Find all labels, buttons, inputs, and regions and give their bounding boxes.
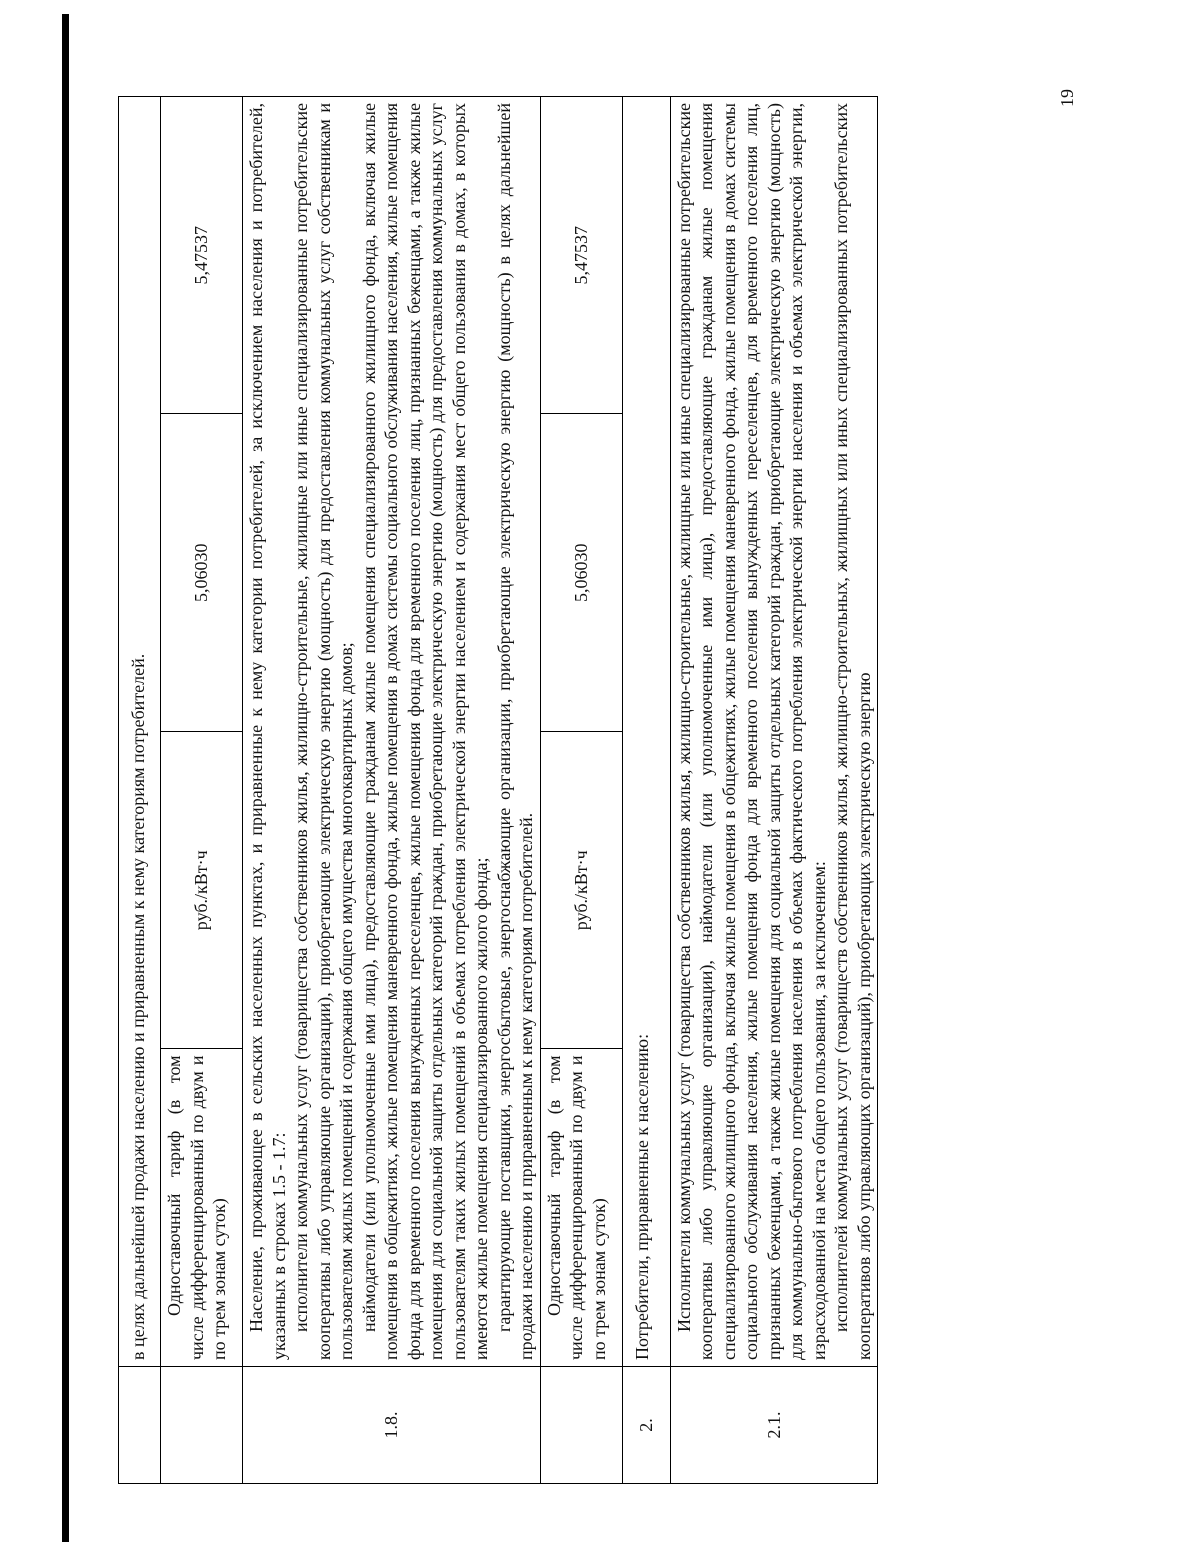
table-row bbox=[670, 97, 878, 1484]
table-row bbox=[119, 97, 161, 1484]
number-cell bbox=[119, 1367, 161, 1484]
unit-cell: руб./кВт·ч bbox=[540, 732, 622, 1050]
paragraph: Население, проживающее в сельских населенных пунктах, и приравненные к нему категории потребителей, за исключением населения и потребителей, указанных в строках 1.5 - 1.7: bbox=[246, 103, 289, 1360]
section-heading-cell: Потребители, приравненные к населению: bbox=[622, 97, 670, 1367]
table-row bbox=[540, 97, 622, 1484]
row-number-2: 2. bbox=[622, 1367, 670, 1484]
description-cell bbox=[670, 97, 878, 1367]
table-row bbox=[622, 97, 670, 1484]
row-number-1-8: 1.8. bbox=[243, 1367, 541, 1484]
rotated-table-container bbox=[118, 96, 1024, 1484]
paragraph: исполнителей коммунальных услуг (товариществ собственников жилья, жилищно-строительных, жилищных или иных специализированных потребительских кооперативов либо управляющих организаций), приобретающих электрическую энергию bbox=[831, 103, 874, 1360]
number-cell bbox=[540, 1367, 622, 1484]
paragraph: наймодатели (или уполномоченные ими лица), предоставляющие гражданам жилые помещения специализированного жилищного фонда, включая жилые помещения в общежитиях, жилые помещения маневренного фонда, жилые помещения в домах системы социального обслуживания населения, жилые помещения фонда для временного поселения вынужденных переселенцев, жилые помещения фонда для временного поселения лиц, признанных беженцами, а также жилые помещения для социальной защиты отдельных категорий граждан, приобретающие электрическую энергию (мощность) для предоставления коммунальных услуг пользователям таких жилых помещений в объемах потребления электрической энергии населением и содержания мест общего пользования в домах, в которых имеются жилые помещения специализированного жилого фонда; bbox=[358, 103, 491, 1360]
tariff-label-cell: Одноставочный тариф (в том числе дифференцированный по двум и по трем зонам суток) bbox=[161, 1049, 243, 1367]
unit-cell: руб./кВт·ч bbox=[161, 732, 243, 1050]
table-row bbox=[161, 97, 243, 1484]
table-row bbox=[243, 97, 541, 1484]
paragraph: исполнители коммунальных услуг (товарищества собственников жилья, жилищно-строительные, жилищные или иные специализированные потребительские кооперативы либо управляющие организации), приобретающие электрическую энергию (мощность) для предоставления коммунальных услуг собственникам и пользователям жилых помещений и содержания общего имущества многоквартирных домов; bbox=[291, 103, 356, 1360]
tariff-table bbox=[118, 96, 878, 1484]
binding-bar bbox=[62, 14, 69, 1542]
description-cell bbox=[243, 97, 541, 1367]
value-1-cell: 5,06030 bbox=[540, 414, 622, 732]
tariff-label-cell: Одноставочный тариф (в том числе дифференцированный по двум и по трем зонам суток) bbox=[540, 1049, 622, 1367]
paragraph: Исполнители коммунальных услуг (товарищества собственников жилья, жилищно-строительные, жилищные или иные специализированные потребительские кооперативы либо управляющие организации), наймодатели (или уполномоченные ими лица), предоставляющие гражданам жилые помещения специализированного жилищного фонда, включая жилые помещения в общежитиях, жилые помещения маневренного фонда, жилые помещения в домах системы социального обслуживания населения, жилые помещения фонда для временного поселения вынужденных переселенцев, для временного поселения лиц, признанных беженцами, а также жилые помещения для социальной защиты отдельных категорий граждан, приобретающие электрическую энергию (мощность) для коммунально-бытового потребления населения в объемах фактического потребления электрической энергии населения и объемах электрической энергии, израсходованной на места общего пользования, за исключением: bbox=[673, 103, 829, 1360]
paragraph: гарантирующие поставщики, энергосбытовые, энергоснабжающие организации, приобретающие электрическую энергию (мощность) в целях дальнейшей продажи населению и приравненным к нему категориям потребителей. bbox=[493, 103, 536, 1360]
row-number-2-1: 2.1. bbox=[670, 1367, 878, 1484]
value-2-cell: 5,47537 bbox=[540, 97, 622, 415]
number-cell bbox=[161, 1367, 243, 1484]
value-1-cell: 5,06030 bbox=[161, 414, 243, 732]
page-number: 19 bbox=[1057, 89, 1077, 107]
value-2-cell: 5,47537 bbox=[161, 97, 243, 415]
header-text-cell: в целях дальнейшей продажи населению и приравненным к нему категориям потребителей. bbox=[119, 97, 161, 1367]
